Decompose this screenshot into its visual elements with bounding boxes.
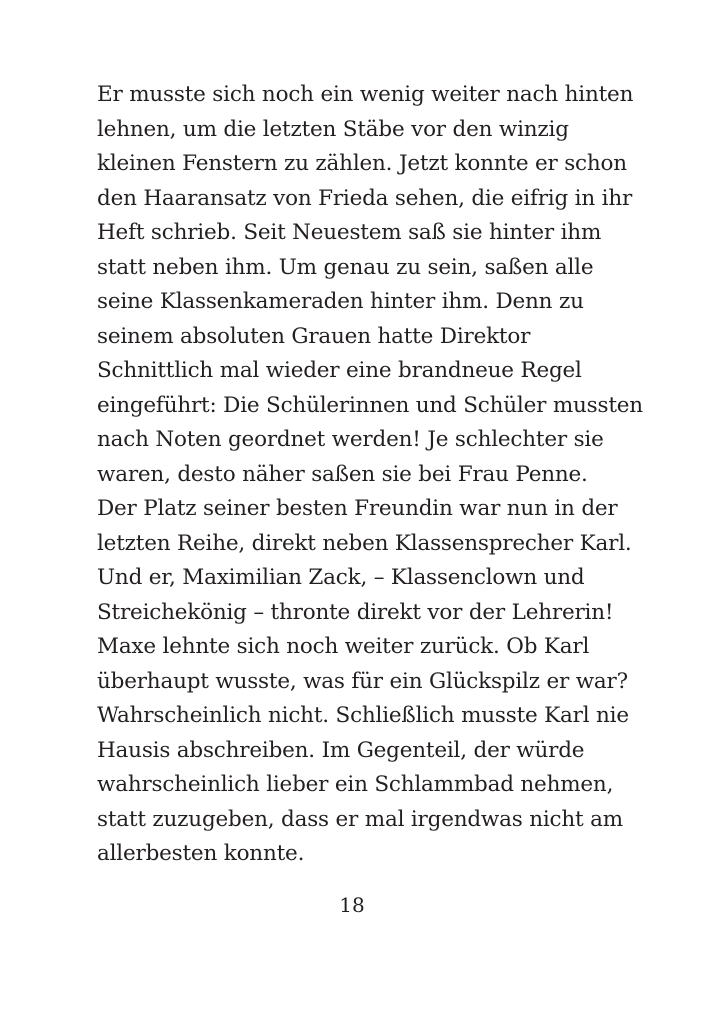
text-line: eingeführt: Die Schülerinnen und Schüler mussten: [97, 392, 643, 418]
text-line: Hausis abschreiben. Im Gegenteil, der würde: [97, 737, 585, 763]
text-line: Streichekönig – thronte direkt vor der Lehrerin!: [97, 599, 614, 625]
text-line: lehnen, um die letzten Stäbe vor den winzig: [97, 116, 569, 142]
page-number: 18: [339, 893, 365, 917]
text-line: seine Klassenkameraden hinter ihm. Denn zu: [97, 289, 584, 314]
text-line: kleinen Fenstern zu zählen. Jetzt konnte er schon: [97, 151, 627, 176]
text-line: waren, desto näher saßen sie bei Frau Penne.: [97, 461, 588, 487]
text-line: den Haaransatz von Frieda sehen, die eifrig in ihr: [97, 185, 633, 211]
text-line: überhaupt wusste, was für ein Glückspilz er war?: [97, 668, 628, 694]
text-line: statt zuzugeben, dass er mal irgendwas nicht am: [97, 806, 623, 832]
text-line: letzten Reihe, direkt neben Klassensprecher Karl.: [97, 530, 632, 556]
text-line: statt neben ihm. Um genau zu sein, saßen alle: [97, 254, 594, 280]
text-line: Und er, Maximilian Zack, – Klassenclown und: [97, 565, 585, 590]
text-line: Er musste sich noch ein wenig weiter nach hinten: [97, 82, 634, 107]
text-line: Der Platz seiner besten Freundin war nun in der: [97, 496, 618, 521]
text-line: Maxe lehnte sich noch weiter zurück. Ob Karl: [97, 634, 590, 659]
text-line: wahrscheinlich lieber ein Schlammbad nehmen,: [97, 772, 614, 797]
text-line: Wahrscheinlich nicht. Schließlich musste Karl nie: [97, 703, 629, 728]
body-text: [97, 78, 643, 872]
text-line: Schnittlich mal wieder eine brandneue Regel: [97, 358, 582, 383]
text-line: nach Noten geordnet werden! Je schlechter sie: [97, 427, 604, 452]
text-line: seinem absoluten Grauen hatte Direktor: [97, 323, 531, 349]
text-line: allerbesten konnte.: [97, 841, 305, 866]
text-line: Heft schrieb. Seit Neuestem saß sie hinter ihm: [97, 220, 602, 245]
